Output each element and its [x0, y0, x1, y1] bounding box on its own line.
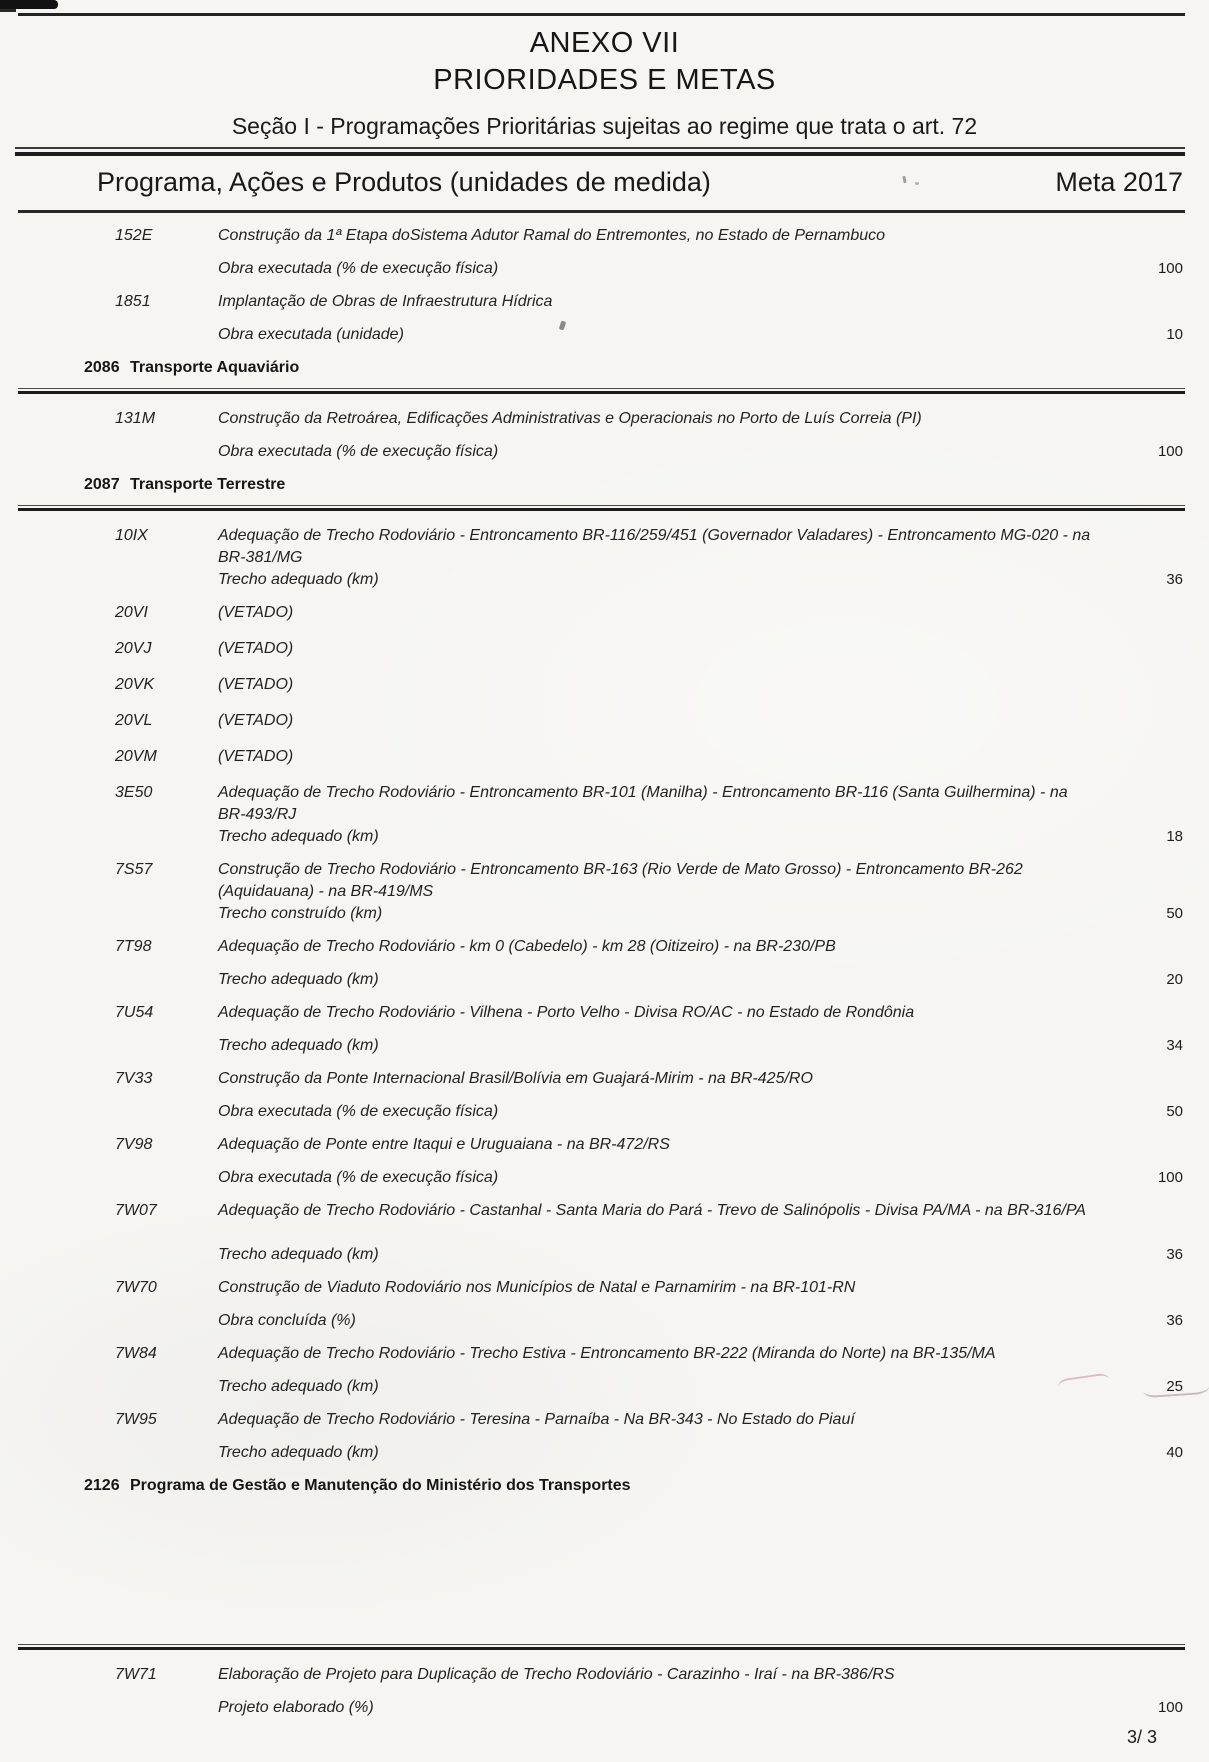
action-body [218, 525, 1183, 591]
product-label: Trecho adequado (km) [218, 1246, 379, 1263]
program-section-row [0, 474, 1209, 496]
action-code: 7W71 [115, 1666, 157, 1683]
product-label: Trecho adequado (km) [218, 571, 379, 588]
program-code: 2087 [84, 476, 120, 493]
action-description-line: Adequação de Trecho Rodoviário - Castanhal - Santa Maria do Pará - Trevo de Salinópolis - Divisa PA/MA - na BR-316/PA [218, 1202, 1086, 1219]
product-line [218, 969, 1183, 991]
product-label: Trecho construído (km) [218, 905, 383, 922]
action-description [218, 1200, 1183, 1222]
action-body [218, 1068, 1183, 1123]
action-description [218, 859, 1183, 903]
meta-value: 25 [1166, 1378, 1183, 1395]
meta-value: 100 [1157, 1169, 1183, 1186]
action-row [0, 408, 1209, 463]
action-description-line: Construção de Trecho Rodoviário - Entroncamento BR-163 (Rio Verde de Mato Grosso) - Entroncamento BR-262 [218, 861, 1023, 878]
scan-artifact-blot [0, 0, 58, 9]
action-code: 7S57 [115, 861, 153, 878]
product-line [218, 903, 1183, 925]
action-description-line: Adequação de Ponte entre Itaqui e Uruguaiana - na BR-472/RS [218, 1136, 670, 1153]
meta-value: 50 [1166, 905, 1183, 922]
action-description [218, 291, 1183, 313]
program-section-row [0, 1475, 1209, 1497]
product-label: Trecho adequado (km) [218, 1444, 379, 1461]
action-description-line: (VETADO) [218, 676, 294, 693]
action-body [218, 782, 1183, 848]
action-description [218, 525, 1183, 569]
meta-value: 10 [1166, 326, 1183, 343]
action-description [218, 408, 1183, 430]
blank-gap [0, 1506, 1209, 1644]
meta-value: 100 [1157, 260, 1183, 277]
action-row [0, 746, 1209, 768]
meta-value: 50 [1166, 1103, 1183, 1120]
product-label: Trecho adequado (km) [218, 971, 379, 988]
action-body [218, 408, 1183, 463]
action-body [218, 1343, 1183, 1398]
action-description [218, 1664, 1183, 1686]
action-description [218, 1068, 1183, 1090]
action-row [0, 1664, 1209, 1719]
action-description [218, 225, 1183, 247]
meta-value: 40 [1166, 1444, 1183, 1461]
caption-underline-rule [15, 147, 1185, 149]
action-code: 7W84 [115, 1345, 157, 1362]
action-description-line: Adequação de Trecho Rodoviário - Entroncamento BR-116/259/451 (Governador Valadares) - Entroncamento MG-020 - na [218, 527, 1091, 544]
action-description-line: Implantação de Obras de Infraestrutura Hídrica [218, 293, 553, 310]
action-row [0, 525, 1209, 591]
action-body [218, 602, 1183, 624]
action-description-line: Adequação de Trecho Rodoviário - Vilhena - Porto Velho - Divisa RO/AC - no Estado de Rondônia [218, 1004, 915, 1021]
column-header-meta-2017: Meta 2017 [1055, 167, 1183, 197]
meta-value: 36 [1166, 1312, 1183, 1329]
action-description-line: (VETADO) [218, 604, 294, 621]
product-label: Trecho adequado (km) [218, 1037, 379, 1054]
action-row [0, 291, 1209, 346]
action-description-line: (Aquidauana) - na BR-419/MS [218, 883, 434, 900]
annex-title: ANEXO VII [529, 27, 680, 59]
action-description-line: BR-493/RJ [218, 806, 297, 823]
action-body [218, 674, 1183, 696]
table-column-headers [0, 156, 1209, 198]
action-code: 3E50 [115, 784, 153, 801]
action-row [0, 602, 1209, 624]
action-description-line: Construção da Ponte Internacional Brasil/Bolívia em Guajará-Mirim - na BR-425/RO [218, 1070, 813, 1087]
action-row [0, 859, 1209, 925]
action-body [218, 1277, 1183, 1332]
table-body [0, 213, 1209, 1719]
meta-value: 34 [1166, 1037, 1183, 1054]
action-body [218, 1200, 1183, 1266]
product-line [218, 1697, 1183, 1719]
action-description [218, 782, 1183, 826]
action-row [0, 1134, 1209, 1189]
action-description [218, 710, 1183, 732]
action-description-line: (VETADO) [218, 712, 294, 729]
action-description [218, 1002, 1183, 1024]
action-description-line: Construção da 1ª Etapa doSistema Adutor Ramal do Entremontes, no Estado de Pernambuco [218, 227, 886, 244]
scan-artifact-speck [915, 182, 919, 185]
meta-value: 20 [1166, 971, 1183, 988]
product-line [218, 1376, 1183, 1398]
action-body [218, 1002, 1183, 1057]
action-row [0, 1002, 1209, 1057]
section-caption: Seção I - Programações Prioritárias sujeitas ao regime que trata o art. 72 [231, 113, 978, 139]
action-description-line: Adequação de Trecho Rodoviário - km 0 (Cabedelo) - km 28 (Oitizeiro) - na BR-230/PB [218, 938, 836, 955]
action-description [218, 1134, 1183, 1156]
action-body [218, 291, 1183, 346]
meta-value: 100 [1157, 443, 1183, 460]
action-code: 7W70 [115, 1279, 157, 1296]
action-body [218, 710, 1183, 732]
action-code: 20VL [115, 712, 153, 729]
action-body [218, 746, 1183, 768]
action-code: 131M [115, 410, 156, 427]
action-row [0, 674, 1209, 696]
product-label: Obra executada (% de execução física) [218, 1169, 499, 1186]
program-label: Transporte Aquaviário [130, 359, 300, 376]
section-divider-rule [18, 1644, 1185, 1650]
action-description [218, 674, 1183, 696]
meta-value: 36 [1166, 1246, 1183, 1263]
action-description [218, 1277, 1183, 1299]
action-row [0, 638, 1209, 660]
section-divider-rule [18, 388, 1185, 394]
annex-header [0, 25, 1209, 99]
product-line [218, 1101, 1183, 1123]
action-description-line: Elaboração de Projeto para Duplicação de Trecho Rodoviário - Carazinho - Iraí - na BR-386/RS [218, 1666, 895, 1683]
action-row [0, 1068, 1209, 1123]
product-line [218, 1167, 1183, 1189]
action-description [218, 1343, 1183, 1365]
meta-value: 36 [1166, 571, 1183, 588]
action-code: 7V98 [115, 1136, 153, 1153]
action-description-line: Construção da Retroárea, Edificações Administrativas e Operacionais no Porto de Luís Correia (PI) [218, 410, 922, 427]
product-line [218, 1442, 1183, 1464]
action-body [218, 225, 1183, 280]
product-line [218, 324, 1183, 346]
action-code: 20VJ [115, 640, 152, 657]
action-body [218, 1664, 1183, 1719]
action-description-line: Adequação de Trecho Rodoviário - Trecho Estiva - Entroncamento BR-222 (Miranda do Norte) na BR-135/MA [218, 1345, 996, 1362]
action-row [0, 1409, 1209, 1464]
action-code: 20VI [115, 604, 148, 621]
action-description-line: (VETADO) [218, 748, 294, 765]
action-code: 7U54 [115, 1004, 154, 1021]
product-label: Trecho adequado (km) [218, 828, 379, 845]
product-line [218, 826, 1183, 848]
page-number: 3/ 3 [1126, 1727, 1157, 1747]
product-label: Obra concluída (%) [218, 1312, 356, 1329]
action-description-line: Adequação de Trecho Rodoviário - Entroncamento BR-101 (Manilha) - Entroncamento BR-116 (Santa Guilhermina) - na [218, 784, 1068, 801]
action-row [0, 1343, 1209, 1398]
program-label: Transporte Terrestre [130, 476, 286, 493]
product-label: Obra executada (% de execução física) [218, 443, 499, 460]
action-row [0, 1200, 1209, 1266]
product-line [218, 258, 1183, 280]
meta-value: 100 [1157, 1699, 1183, 1716]
program-code: 2126 [84, 1477, 120, 1494]
product-label: Projeto elaborado (%) [218, 1699, 374, 1716]
action-code: 10IX [115, 527, 148, 544]
column-header-programs: Programa, Ações e Produtos (unidades de medida) [97, 167, 711, 197]
action-description-line: Adequação de Trecho Rodoviário - Teresina - Parnaíba - Na BR-343 - No Estado do Piauí [218, 1411, 855, 1428]
action-code: 20VK [115, 676, 155, 693]
scan-artifact-blot [0, 9, 16, 12]
product-line [218, 1035, 1183, 1057]
action-code: 20VM [115, 748, 157, 765]
action-description [218, 746, 1183, 768]
product-line [218, 569, 1183, 591]
action-code: 1851 [115, 293, 151, 310]
action-row [0, 225, 1209, 280]
meta-value: 18 [1166, 828, 1183, 845]
action-code: 7V33 [115, 1070, 153, 1087]
action-code: 7W07 [115, 1202, 157, 1219]
product-line [218, 1244, 1183, 1266]
top-rule [18, 13, 1185, 16]
action-description-line: BR-381/MG [218, 549, 303, 566]
action-description-line: Construção de Viaduto Rodoviário nos Municípios de Natal e Parnamirim - na BR-101-RN [218, 1279, 856, 1296]
action-description-line: (VETADO) [218, 640, 294, 657]
action-description [218, 1409, 1183, 1431]
action-body [218, 638, 1183, 660]
product-label: Obra executada (% de execução física) [218, 1103, 499, 1120]
action-description [218, 602, 1183, 624]
action-body [218, 1134, 1183, 1189]
program-code: 2086 [84, 359, 120, 376]
action-code: 7W95 [115, 1411, 157, 1428]
annex-subtitle: PRIORIDADES E METAS [433, 64, 776, 96]
action-body [218, 1409, 1183, 1464]
action-row [0, 710, 1209, 732]
product-label: Obra executada (% de execução física) [218, 260, 499, 277]
action-description [218, 638, 1183, 660]
program-label: Programa de Gestão e Manutenção do Ministério dos Transportes [130, 1477, 631, 1494]
action-row [0, 1277, 1209, 1332]
section-divider-rule [18, 505, 1185, 511]
product-line [218, 441, 1183, 463]
product-label: Obra executada (unidade) [218, 326, 404, 343]
action-description [218, 936, 1183, 958]
product-label: Trecho adequado (km) [218, 1378, 379, 1395]
action-row [0, 936, 1209, 991]
action-code: 152E [115, 227, 153, 244]
action-body [218, 859, 1183, 925]
action-body [218, 936, 1183, 991]
action-code: 7T98 [115, 938, 152, 955]
action-row [0, 782, 1209, 848]
program-section-row [0, 357, 1209, 379]
product-line [218, 1310, 1183, 1332]
